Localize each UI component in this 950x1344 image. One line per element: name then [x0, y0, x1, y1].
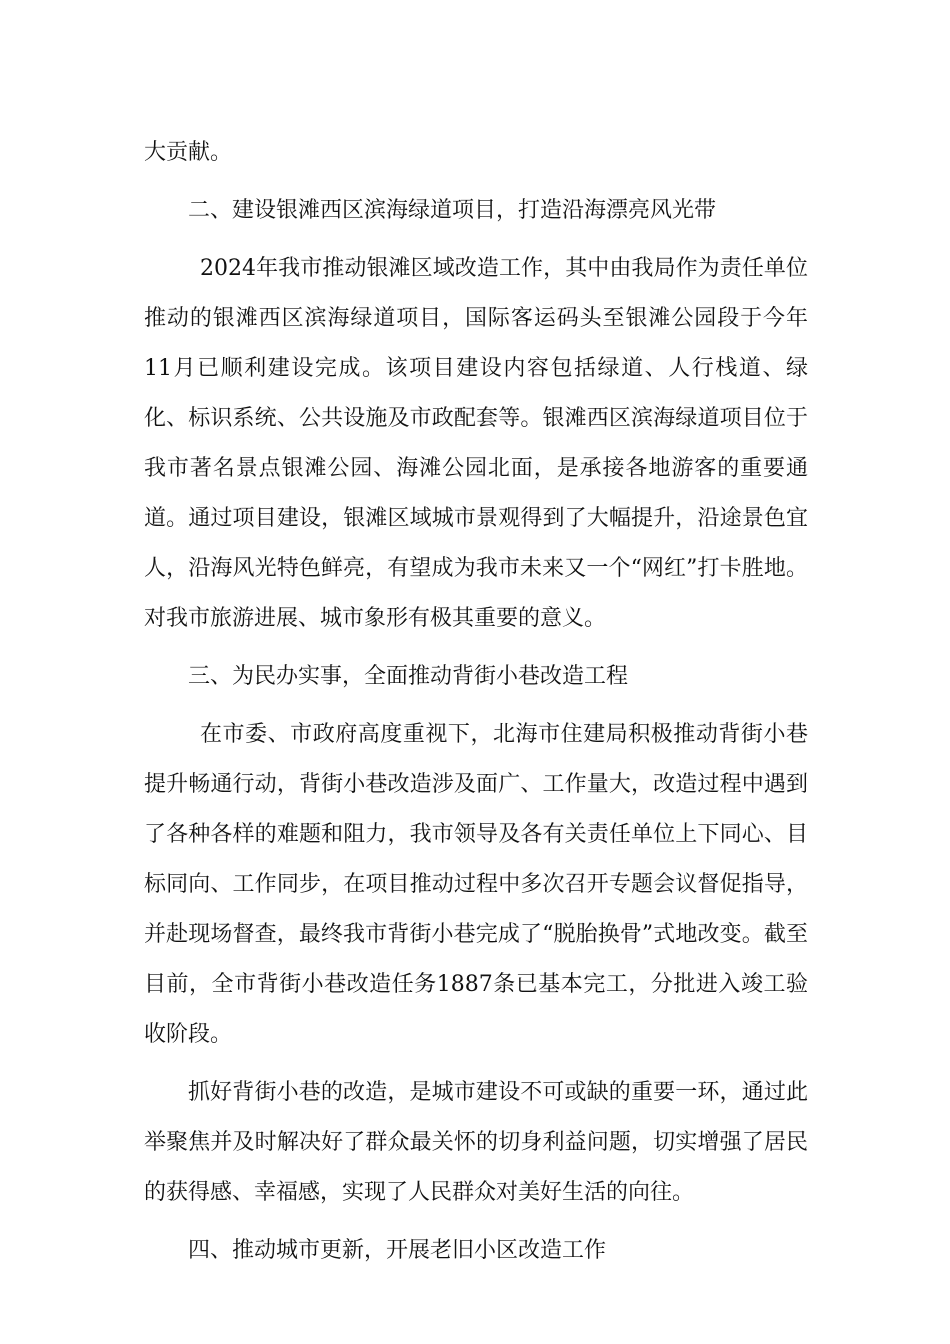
paragraph-alley-renovation: 在市委、市政府高度重视下，北海市住建局积极推动背街小巷提升畅通行动，背街小巷改造涉及面广、工作量大，改造过程中遇到了各种各样的难题和阻力，我市领导及各有关责任单位上下同心、目标同向、工作同步，在项目推动过程中多次召开专题会议督促指导，并赴现场督查，最终我市背街小巷完成了“脱胎换骨”式地改变。截至目前，全市背街小巷改造任务1887条已基本完工，分批进入竣工验收阶段。	[144, 722, 808, 1047]
section-heading-4: 四、推动城市更新，开展老旧小区改造工作	[188, 1238, 607, 1263]
paragraph-continuation: 大贡献。	[144, 140, 233, 165]
paragraph-greenway-project: 2024年我市推动银滩区域改造工作，其中由我局作为责任单位推动的银滩西区滨海绿道项目，国际客运码头至银滩公园段于今年11月已顺利建设完成。该项目建设内容包括绿道、人行栈道、绿化、标识系统、公共设施及市政配套等。银滩西区滨海绿道项目位于我市著名景点银滩公园、海滩公园北面，是承接各地游客的重要通道。通过项目建设，银滩区域城市景观得到了大幅提升，沿途景色宜人，沿海风光特色鲜亮，有望成为我市未来又一个“网红”打卡胜地。对我市旅游进展、城市象形有极其重要的意义。	[144, 256, 808, 631]
document-body	[144, 128, 808, 1276]
paragraph-alley-significance: 抓好背街小巷的改造，是城市建设不可或缺的重要一环，通过此举聚焦并及时解决好了群众最关怀的切身利益问题，切实增强了居民的获得感、幸福感，实现了人民群众对美好生活的向往。	[144, 1080, 808, 1205]
section-heading-3: 三、为民办实事，全面推动背街小巷改造工程	[188, 664, 629, 689]
section-heading-2: 二、建设银滩西区滨海绿道项目，打造沿海漂亮风光带	[188, 198, 717, 223]
